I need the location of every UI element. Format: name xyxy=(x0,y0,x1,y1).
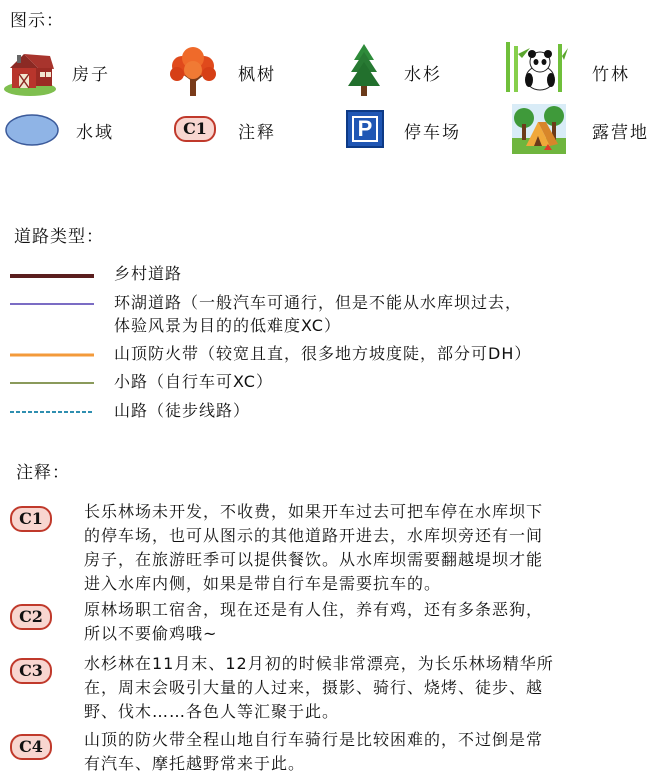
road-line-firebreak xyxy=(10,352,94,358)
camping-icon xyxy=(512,104,566,154)
note-badge-c3: C3 xyxy=(10,658,52,684)
house-icon xyxy=(2,42,58,98)
notes-title: 注释： xyxy=(16,463,70,483)
note-badge-icon: C1 xyxy=(174,116,216,142)
legend-label-camping: 露营地 xyxy=(592,123,649,143)
legend-label-house: 房子 xyxy=(72,65,110,85)
legend-label-fir: 水杉 xyxy=(404,65,442,85)
road-label-trail: 山路（徒步线路） xyxy=(114,401,251,420)
note-badge-c2: C2 xyxy=(10,604,52,630)
note-text-c1: 长乐林场未开发，不收费，如果开车过去可把车停在水库坝下 的停车场，也可从图示的其他道路开进去，水库坝旁还有一间 房子，在旅游旺季可以提供餐饮。从水库坝需要翻越堤坝才能 进入水库内侧，如果是带自行车是需要抗车的。 xyxy=(84,502,544,593)
road-label-lakeside: 环湖道路（一般汽车可通行，但是不能从水库坝过去， 体验风景为目的的低难度XC） xyxy=(114,293,523,335)
legend-label-note: 注释 xyxy=(238,123,276,143)
road-label-firebreak: 山顶防火带（较宽且直，很多地方坡度陡，部分可DH） xyxy=(114,344,532,363)
road-line-lakeside xyxy=(10,301,94,307)
legend-label-water: 水域 xyxy=(76,123,114,143)
bamboo-panda-icon xyxy=(502,42,568,92)
legend-label-bamboo: 竹林 xyxy=(592,65,630,85)
note-badge-c4: C4 xyxy=(10,734,52,760)
road-label-path: 小路（自行车可XC） xyxy=(114,372,273,391)
parking-glyph: P xyxy=(352,116,378,142)
note-text-c3: 水杉林在11月末、12月初的时候非常漂亮，为长乐林场精华所 在，周末会吸引大量的人过来，摄影、骑行、烧烤、徒步、越 野、伐木……各色人等汇聚于此。 xyxy=(84,654,554,721)
parking-icon xyxy=(346,110,384,148)
road-label-village: 乡村道路 xyxy=(114,264,183,283)
fir-tree-icon xyxy=(344,42,384,98)
note-text-c2: 原林场职工宿舍，现在还是有人住，养有鸡，还有多条恶狗， 所以不要偷鸡哦~ xyxy=(84,600,544,643)
note-badge-c1: C1 xyxy=(10,506,52,532)
note-text-c4: 山顶的防火带全程山地自行车骑行是比较困难的，不过倒是常 有汽车、摩托越野常来于此。 xyxy=(84,730,544,773)
road-line-path xyxy=(10,380,94,386)
legend-label-parking: 停车场 xyxy=(404,123,461,143)
road-line-village xyxy=(10,273,94,279)
road-line-trail xyxy=(10,409,94,415)
legend-title: 图示： xyxy=(10,11,64,31)
roads-title: 道路类型： xyxy=(14,227,104,247)
legend-label-maple: 枫树 xyxy=(238,65,276,85)
maple-tree-icon xyxy=(168,44,218,98)
water-area-icon xyxy=(4,112,60,148)
